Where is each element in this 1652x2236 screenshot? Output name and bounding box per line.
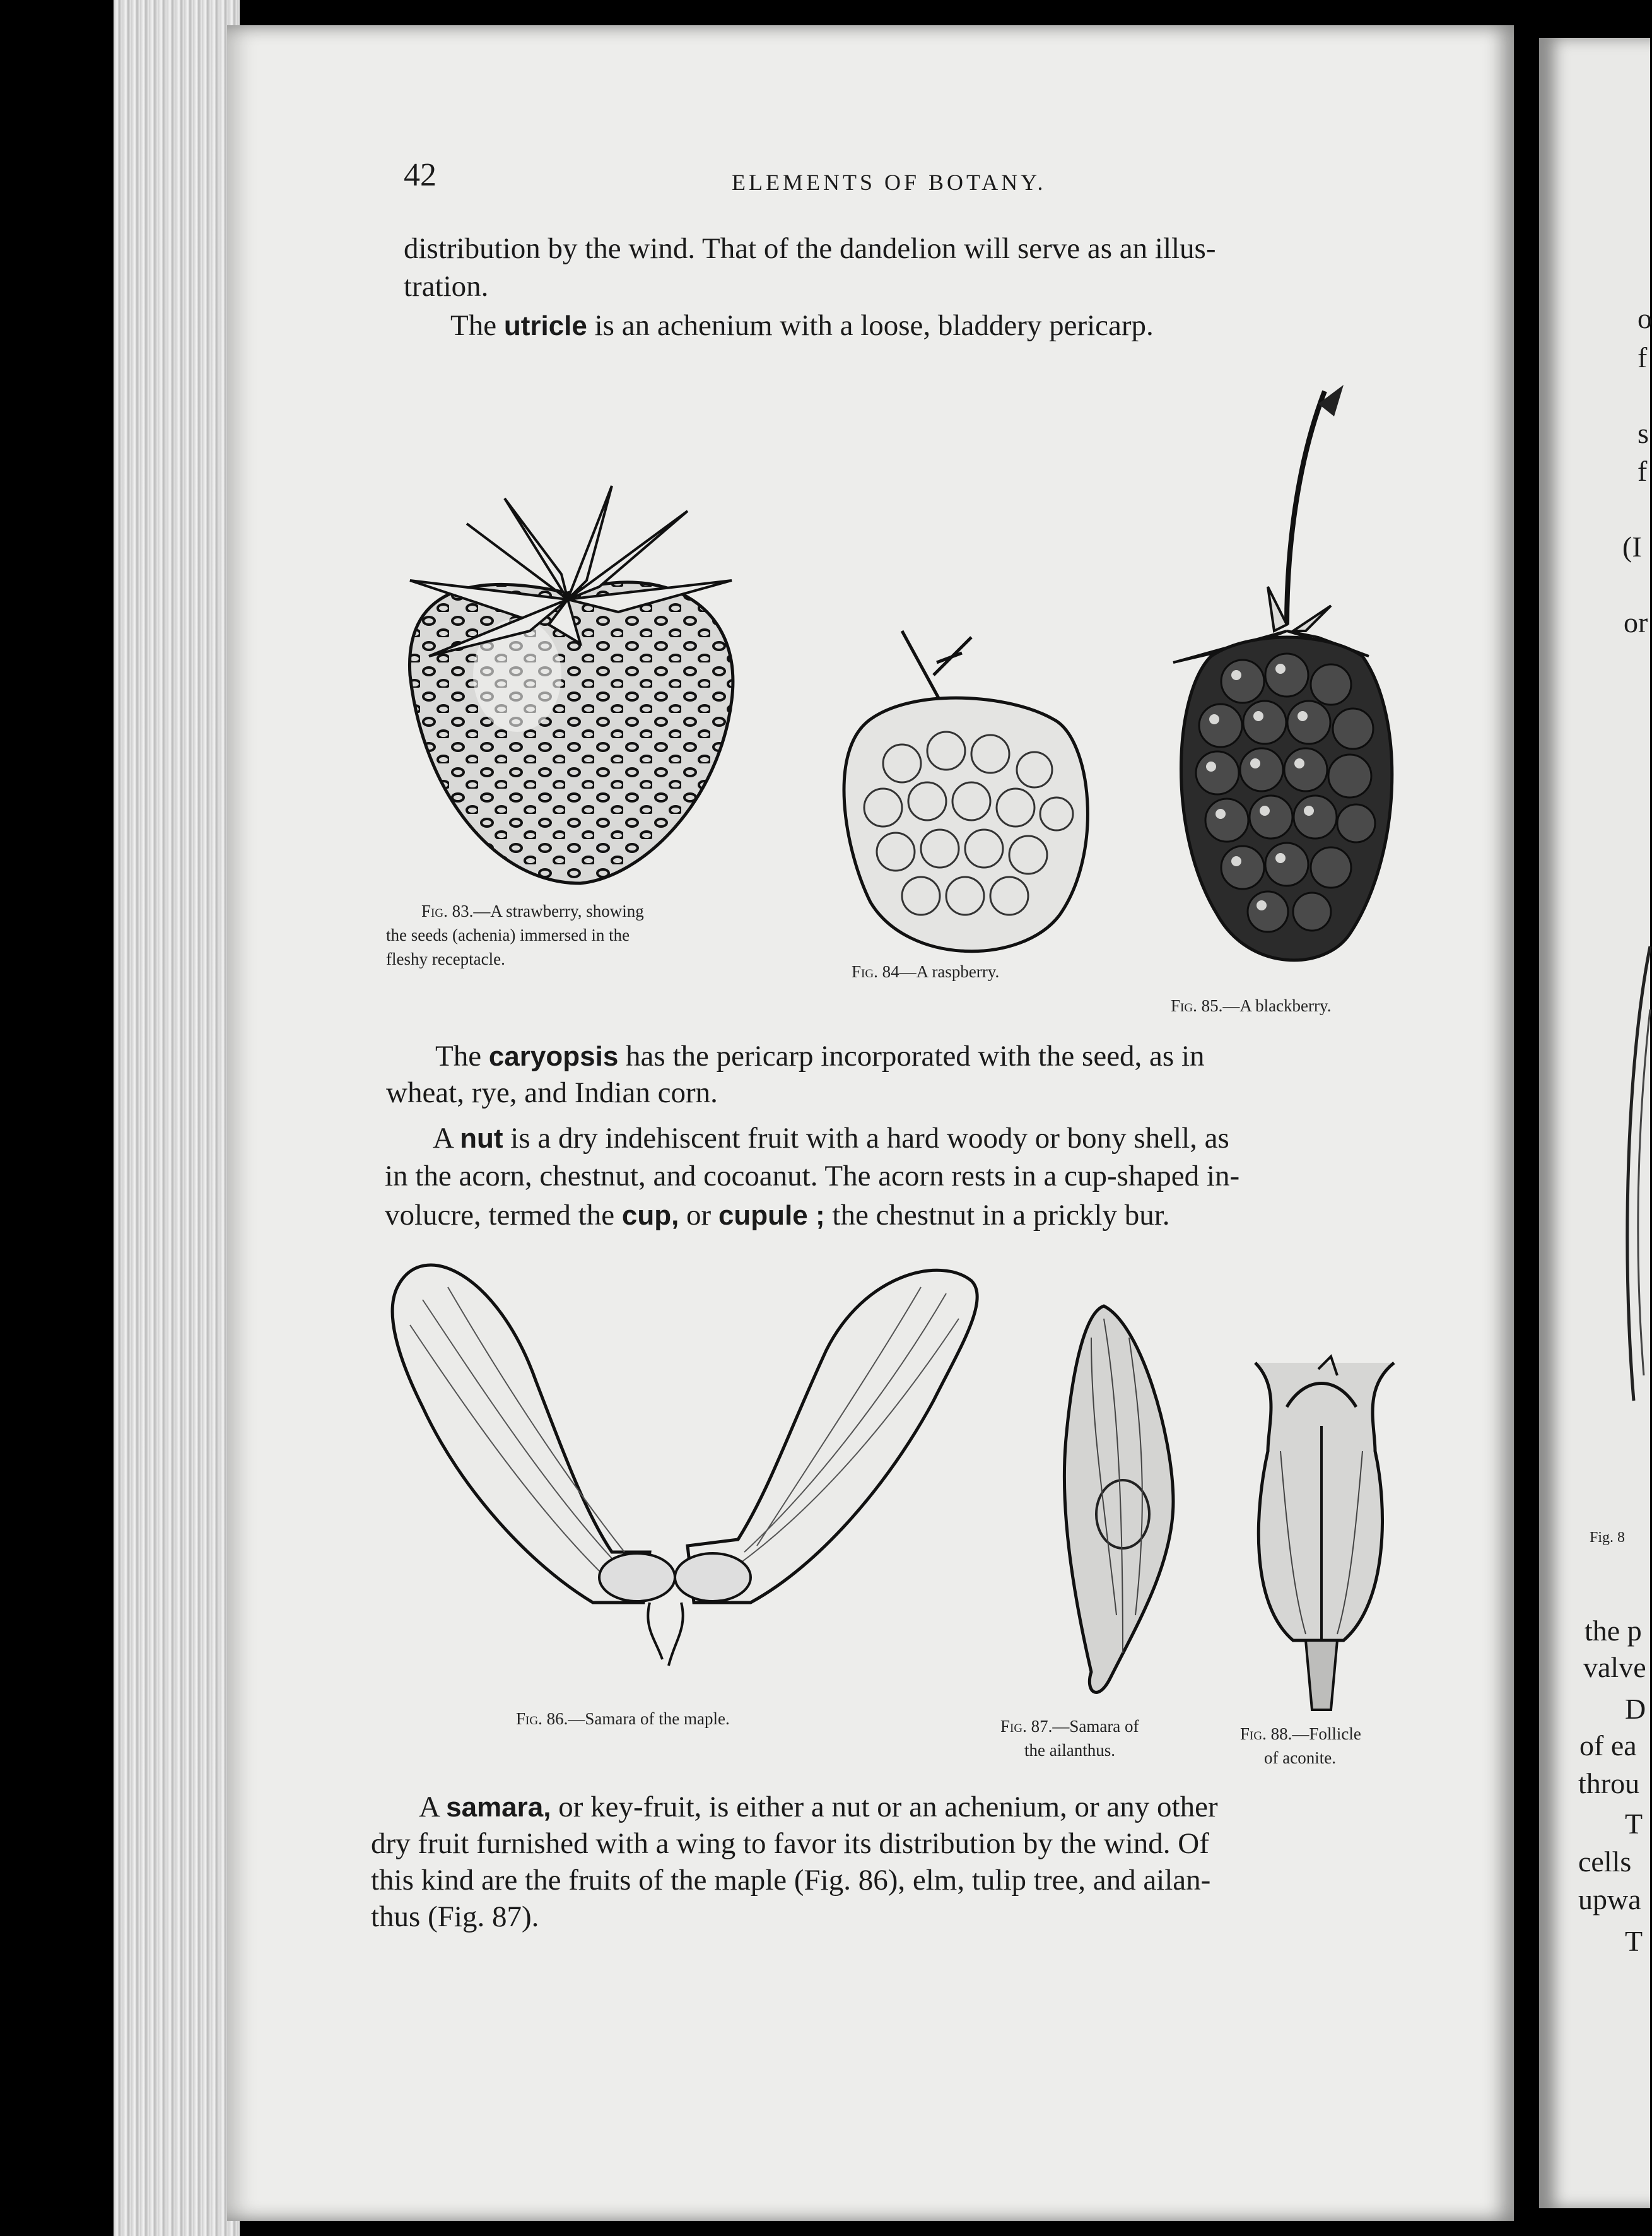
facing-page-fragment: o — [1637, 302, 1652, 334]
figure-83-caption: Fig. 83.—A strawberry, showing — [421, 902, 644, 921]
facing-page-fragment: f — [1637, 455, 1648, 487]
facing-page-fragment: the p — [1585, 1615, 1642, 1647]
facing-page-fragment: of ea — [1579, 1729, 1637, 1762]
text-line: volucre, termed the cup, or cupule ; the chestnut in a prickly bur. — [385, 1199, 1170, 1232]
figure-87-caption: Fig. 87.—Samara of — [1000, 1717, 1139, 1736]
text-line: distribution by the wind. That of the dandelion will serve as an illus- — [404, 232, 1216, 265]
facing-page-fragment: or — [1624, 606, 1648, 638]
maple-samara-illustration — [385, 1249, 984, 1678]
facing-page-fragment: T — [1625, 1925, 1643, 1957]
term-utricle: utricle — [503, 310, 587, 341]
figure-88-caption-line: of aconite. — [1264, 1748, 1336, 1767]
blackberry-illustration — [1161, 379, 1426, 984]
figure-83-caption-line: the seeds (achenia) immersed in the — [386, 926, 630, 944]
page-edges — [114, 0, 240, 2236]
figure-83-caption-line: fleshy receptacle. — [386, 950, 505, 968]
utricle-paragraph: The utricle is an achenium with a loose, bladdery pericarp. — [450, 309, 1154, 342]
caryopsis-paragraph: The caryopsis has the pericarp incorporated with the seed, as in — [435, 1040, 1205, 1073]
text-line: wheat, rye, and Indian corn. — [386, 1076, 718, 1109]
facing-page-fragment: f — [1637, 341, 1648, 374]
figure-85-caption: Fig. 85.—A blackberry. — [1171, 996, 1332, 1015]
raspberry-illustration — [833, 625, 1098, 965]
term-cupule: cupule ; — [718, 1200, 825, 1231]
text-line: thus (Fig. 87). — [371, 1900, 539, 1933]
facing-page-fragment: throu — [1578, 1767, 1640, 1799]
nut-paragraph: A nut is a dry indehiscent fruit with a hard woody or bony shell, as — [433, 1122, 1229, 1155]
facing-page-fragment: valve — [1583, 1651, 1646, 1683]
facing-page-fragment: upwa — [1578, 1883, 1641, 1915]
facing-page-fragment: cells — [1578, 1845, 1632, 1878]
facing-page-fragment: s — [1637, 417, 1649, 449]
facing-page-illustration — [1615, 934, 1650, 1413]
term-samara: samara, — [446, 1792, 551, 1823]
ailanthus-samara-illustration — [1053, 1300, 1180, 1703]
samara-paragraph: A samara, or key-fruit, is either a nut or an achenium, or any other — [419, 1791, 1218, 1823]
strawberry-illustration — [391, 486, 744, 896]
text-line: tration. — [404, 270, 489, 303]
figure-88-caption: Fig. 88.—Follicle — [1240, 1724, 1361, 1743]
facing-page-fragment: T — [1625, 1808, 1643, 1840]
figure-84-caption: Fig. 84—A raspberry. — [852, 962, 1000, 981]
figure-87-caption-line: the ailanthus. — [1024, 1741, 1115, 1760]
term-nut: nut — [460, 1123, 503, 1154]
facing-page-caption: Fig. 8 — [1590, 1529, 1626, 1546]
text-line: in the acorn, chestnut, and cocoanut. The acorn rests in a cup-shaped in- — [385, 1160, 1240, 1192]
aconite-follicle-illustration — [1243, 1350, 1407, 1716]
running-header: ELEMENTS OF BOTANY. — [732, 170, 1046, 195]
facing-page-fragment: (I — [1622, 531, 1642, 563]
facing-page-fragment: D — [1625, 1693, 1646, 1725]
figure-86-caption: Fig. 86.—Samara of the maple. — [516, 1709, 730, 1728]
text-line: dry fruit furnished with a wing to favor its distribution by the wind. Of — [371, 1827, 1209, 1860]
page-number: 42 — [404, 157, 436, 193]
term-cup: cup, — [621, 1200, 679, 1231]
term-caryopsis: caryopsis — [488, 1041, 619, 1072]
text-line: this kind are the fruits of the maple (Fig. 86), elm, tulip tree, and ailan- — [371, 1864, 1211, 1897]
